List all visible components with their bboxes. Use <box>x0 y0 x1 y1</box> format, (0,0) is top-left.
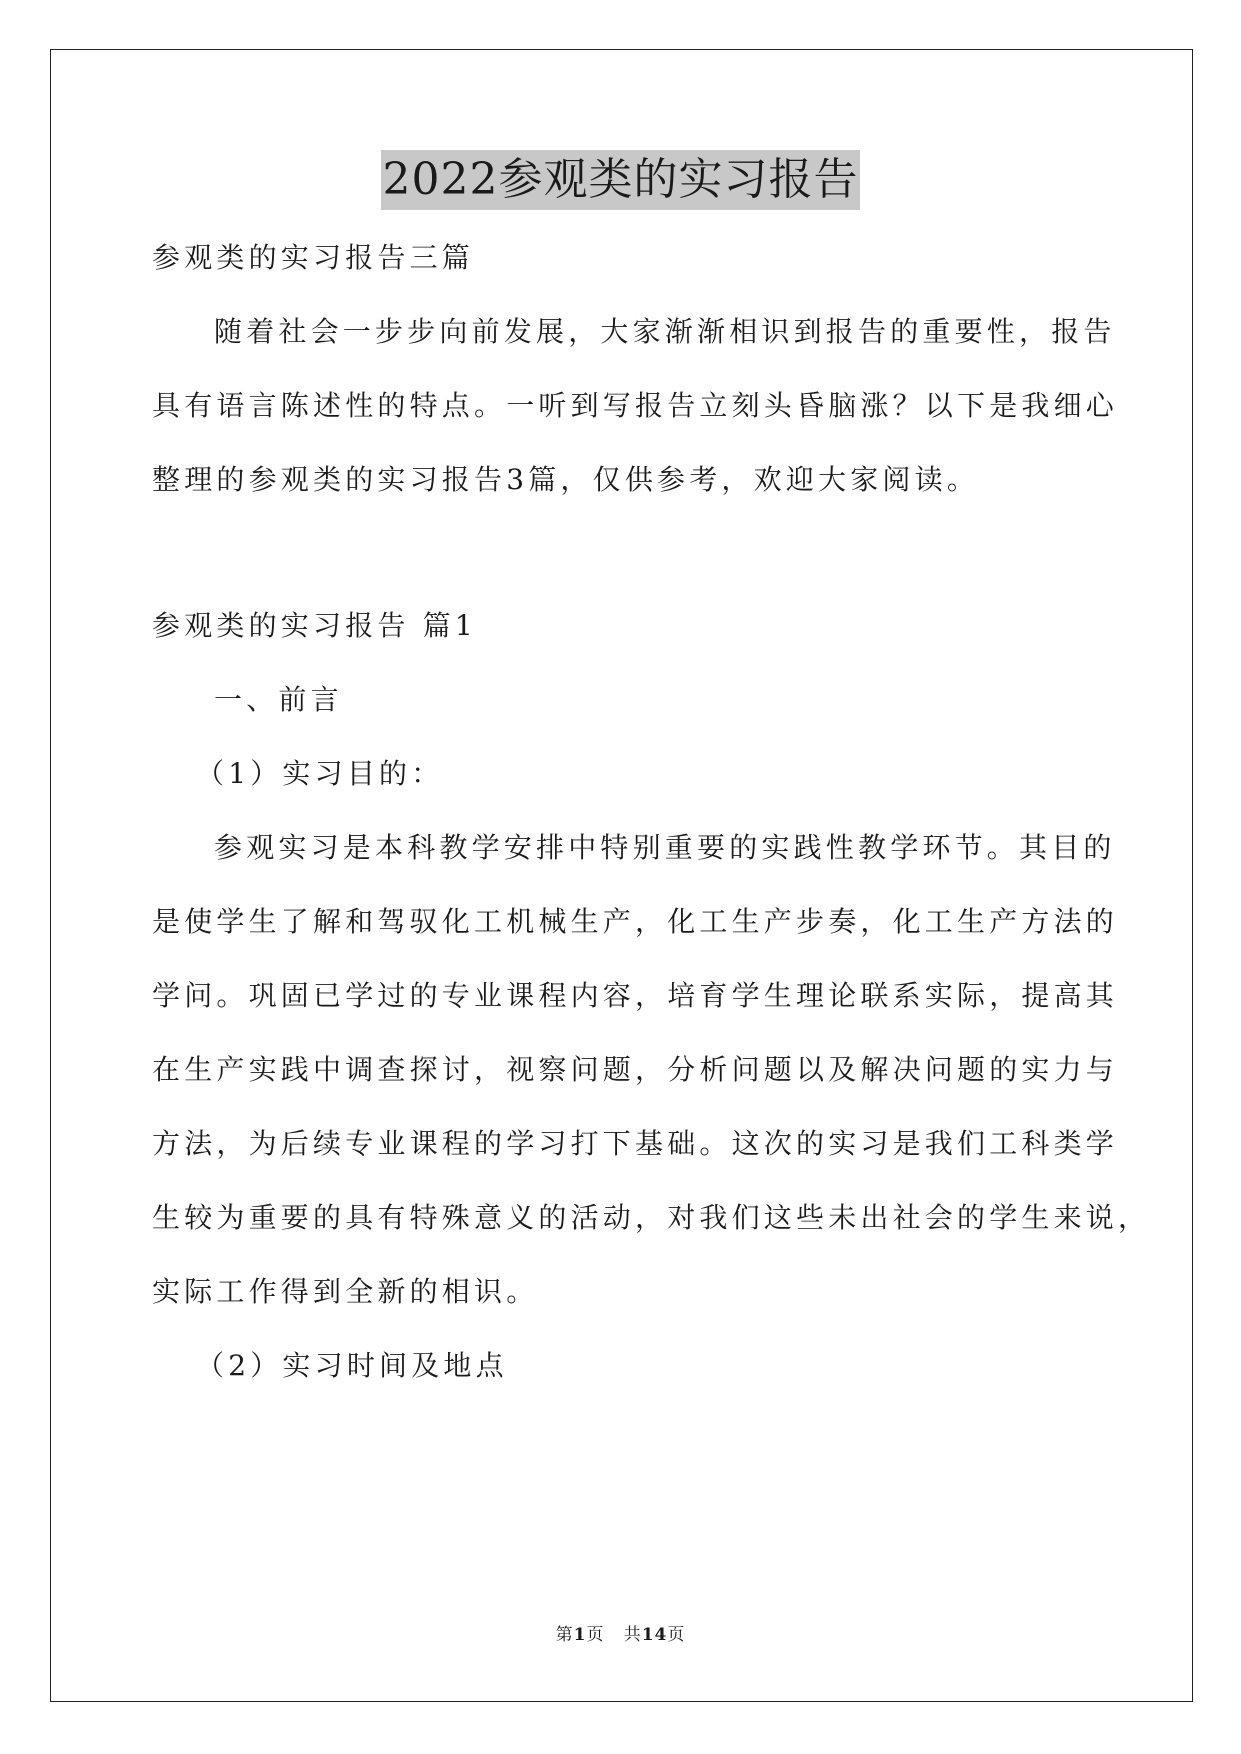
subsection-heading: 一、前言 <box>214 683 343 716</box>
paragraph-line: 学问。巩固已学过的专业课程内容，培育学生理论联系实际，提高其 <box>152 979 1119 1012</box>
paragraph-line: 是使学生了解和驾驭化工机械生产，化工生产步奏，化工生产方法的 <box>152 905 1119 938</box>
section-heading: 参观类的实习报告 篇1 <box>152 609 477 642</box>
document-title: 2022参观类的实习报告 <box>381 150 861 210</box>
total-pages: 14 <box>641 1625 668 1645</box>
title-container <box>0 150 1241 210</box>
total-prefix: 共 <box>623 1625 642 1645</box>
paragraph-line: 具有语言陈述性的特点。一听到写报告立刻头昏脑涨？以下是我细心 <box>152 389 1119 422</box>
subtitle-line: 参观类的实习报告三篇 <box>152 241 475 274</box>
paragraph-line: 随着社会一步步向前发展，大家渐渐相识到报告的重要性，报告 <box>214 315 1116 348</box>
paragraph-line: 整理的参观类的实习报告3篇，仅供参考，欢迎大家阅读。 <box>152 463 980 496</box>
paragraph-line: 方法，为后续专业课程的学习打下基础。这次的实习是我们工科类学 <box>152 1127 1119 1160</box>
paragraph-line: 参观实习是本科教学安排中特别重要的实践性教学环节。其目的 <box>214 831 1116 864</box>
page-prefix: 第 <box>555 1625 574 1645</box>
paragraph-line: 在生产实践中调查探讨，视察问题，分析问题以及解决问题的实力与 <box>152 1053 1119 1086</box>
page-footer <box>0 1620 1241 1645</box>
item-heading: （1）实习目的： <box>196 757 444 790</box>
page-border <box>50 49 1193 1702</box>
paragraph-line: 生较为重要的具有特殊意义的活动，对我们这些未出社会的学生来说， <box>152 1201 1151 1234</box>
page-suffix: 页 <box>586 1625 605 1645</box>
item-heading: （2）实习时间及地点 <box>196 1349 508 1382</box>
page-number: 1 <box>573 1625 587 1645</box>
paragraph-line: 实际工作得到全新的相识。 <box>152 1275 539 1308</box>
total-suffix: 页 <box>667 1625 686 1645</box>
